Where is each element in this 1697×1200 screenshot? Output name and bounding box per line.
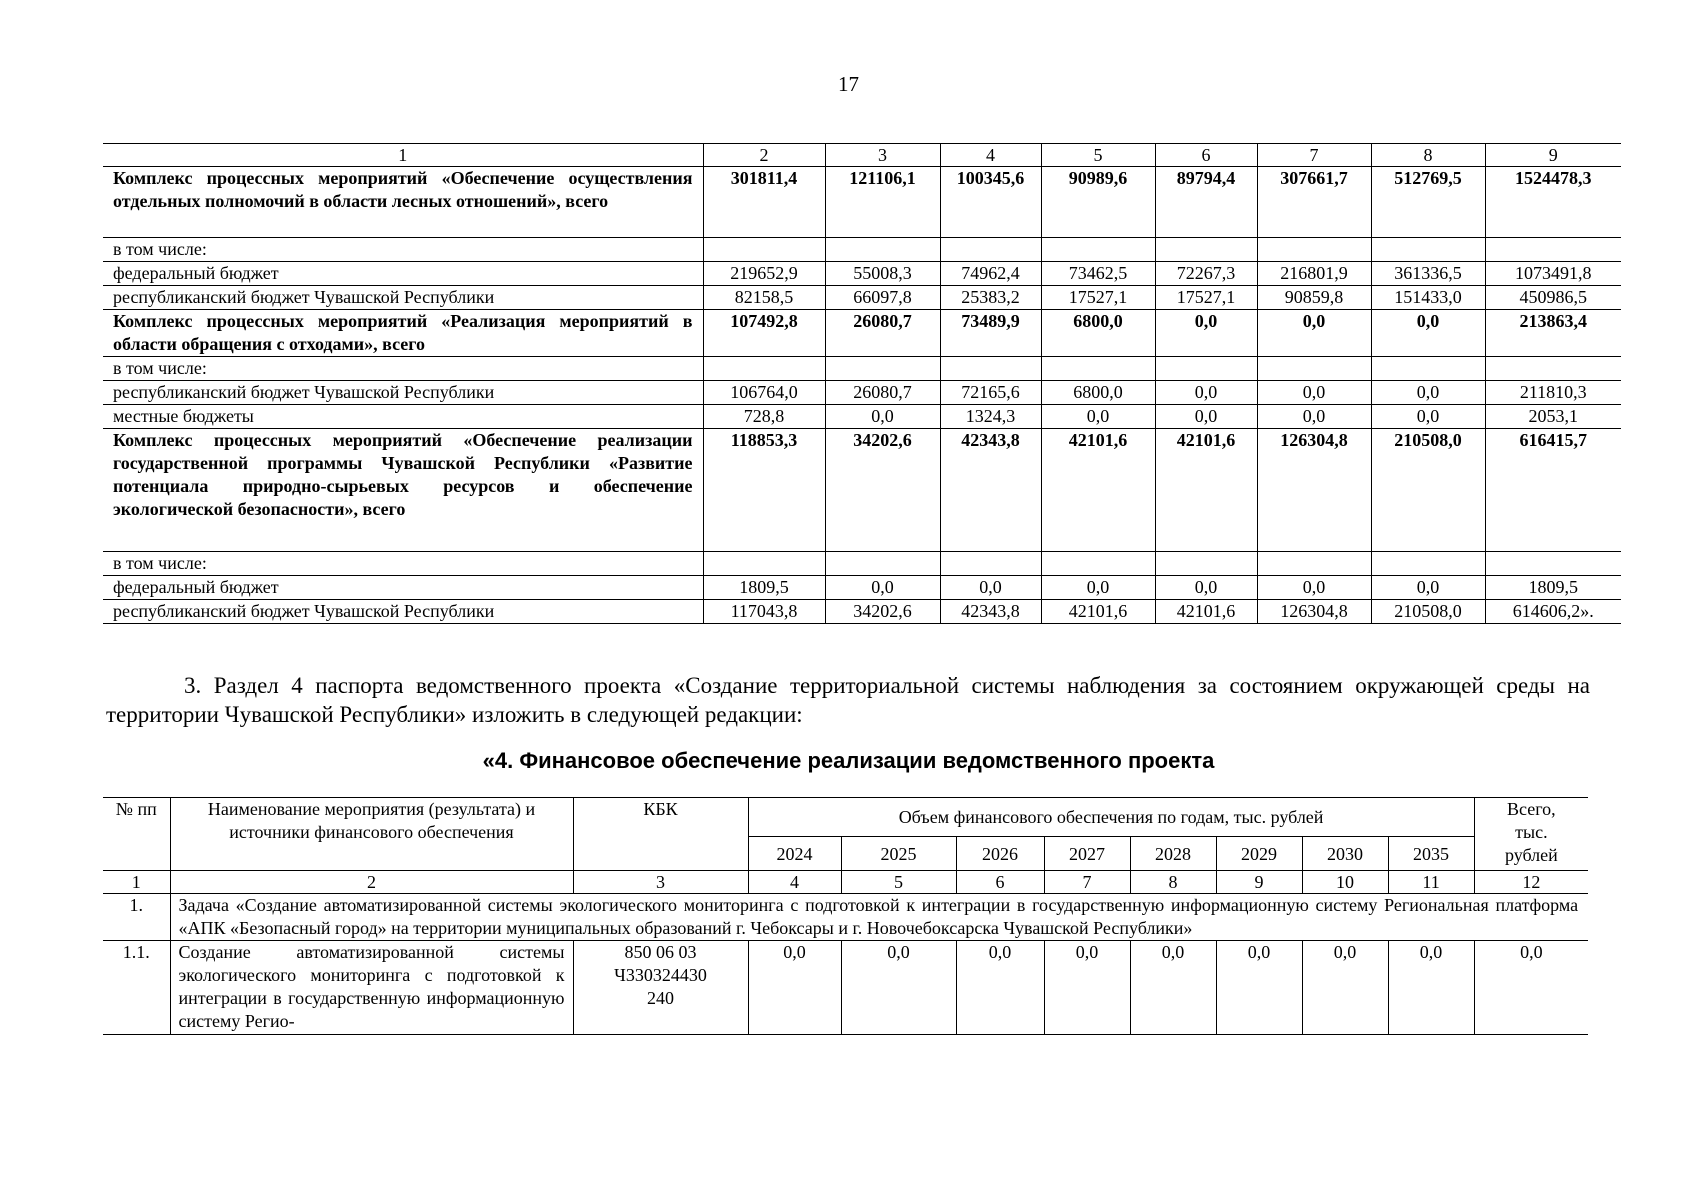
cell-value: 450986,5: [1485, 286, 1621, 310]
year-header: 2028: [1130, 837, 1216, 871]
year-header: 2025: [841, 837, 956, 871]
cell-value: [825, 238, 940, 262]
column-number: 8: [1371, 144, 1485, 167]
row-label: республиканский бюджет Чувашской Республики: [103, 381, 703, 405]
cell-value: 1324,3: [940, 405, 1041, 429]
cell-value: 73462,5: [1041, 262, 1155, 286]
cell-value: 211810,3: [1485, 381, 1621, 405]
column-number: 12: [1474, 871, 1588, 894]
column-number: 4: [940, 144, 1041, 167]
cell-value: 6800,0: [1041, 310, 1155, 357]
cell-value: 126304,8: [1257, 429, 1371, 552]
cell-value: 0,0: [1257, 381, 1371, 405]
year-header: 2029: [1216, 837, 1302, 871]
kbk-line: 240: [647, 988, 674, 1008]
cell-value: 1524478,3: [1485, 167, 1621, 238]
column-number: 7: [1044, 871, 1130, 894]
cell-value: [940, 552, 1041, 576]
cell-value: 301811,4: [703, 167, 825, 238]
cell-value: [940, 238, 1041, 262]
item-name: Создание автоматизированной системы экологического мониторинга с подготовкой к интеграции в государственную информационную систему Регио-: [170, 941, 573, 1035]
cell-value: 26080,7: [825, 310, 940, 357]
task-number: 1.: [103, 894, 170, 941]
cell-value: 126304,8: [1257, 600, 1371, 624]
cell-value: 117043,8: [703, 600, 825, 624]
cell-value: 0,0: [1371, 405, 1485, 429]
header-total: Всего, тыс. рублей: [1474, 798, 1588, 871]
column-number: 8: [1130, 871, 1216, 894]
table-row: [103, 552, 1621, 576]
row-label: федеральный бюджет: [103, 262, 703, 286]
cell-value: [1257, 238, 1371, 262]
column-number: 5: [841, 871, 956, 894]
table-row: [103, 600, 1621, 624]
cell-value: 42343,8: [940, 429, 1041, 552]
item-year-value: 0,0: [956, 941, 1044, 1035]
cell-value: 0,0: [1155, 576, 1257, 600]
table-row: [103, 381, 1621, 405]
table-row: [103, 238, 1621, 262]
cell-value: 0,0: [1041, 576, 1155, 600]
cell-value: [703, 552, 825, 576]
cell-value: [703, 238, 825, 262]
cell-value: 42101,6: [1041, 429, 1155, 552]
cell-value: 26080,7: [825, 381, 940, 405]
cell-value: 728,8: [703, 405, 825, 429]
cell-value: 66097,8: [825, 286, 940, 310]
cell-value: 1809,5: [703, 576, 825, 600]
cell-value: 219652,9: [703, 262, 825, 286]
column-number: 9: [1216, 871, 1302, 894]
cell-value: 42101,6: [1155, 600, 1257, 624]
cell-value: [1155, 357, 1257, 381]
column-number: 2: [170, 871, 573, 894]
cell-value: [1485, 357, 1621, 381]
column-number: 6: [1155, 144, 1257, 167]
item-year-value: 0,0: [1388, 941, 1474, 1035]
cell-value: 0,0: [1257, 576, 1371, 600]
table-row: [103, 286, 1621, 310]
row-label: республиканский бюджет Чувашской Республики: [103, 600, 703, 624]
column-number: 9: [1485, 144, 1621, 167]
cell-value: 0,0: [1371, 576, 1485, 600]
cell-value: 72267,3: [1155, 262, 1257, 286]
item-total: 0,0: [1474, 941, 1588, 1035]
header-kbk: КБК: [573, 798, 748, 871]
year-header: 2026: [956, 837, 1044, 871]
cell-value: [1155, 238, 1257, 262]
row-label: в том числе:: [103, 357, 703, 381]
year-header: 2035: [1388, 837, 1474, 871]
cell-value: 42101,6: [1041, 600, 1155, 624]
year-header: 2027: [1044, 837, 1130, 871]
cell-value: 17527,1: [1155, 286, 1257, 310]
cell-value: [1155, 552, 1257, 576]
cell-value: 213863,4: [1485, 310, 1621, 357]
task-description: Задача «Создание автоматизированной системы экологического мониторинга с подготовкой к интеграции в государственную информационную систему Региональная платформа «АПК «Безопасный город» на территории муниципальных образований г. Чебоксары и г. Новочебоксарска Чувашской Республики»: [170, 894, 1588, 941]
cell-value: [1041, 357, 1155, 381]
cell-value: 0,0: [940, 576, 1041, 600]
kbk-line: 850 06 03: [624, 942, 697, 962]
cell-value: 74962,4: [940, 262, 1041, 286]
cell-value: 90859,8: [1257, 286, 1371, 310]
column-number: 5: [1041, 144, 1155, 167]
cell-value: [1485, 552, 1621, 576]
cell-value: 512769,5: [1371, 167, 1485, 238]
item-year-value: 0,0: [1130, 941, 1216, 1035]
cell-value: 0,0: [825, 405, 940, 429]
row-label: в том числе:: [103, 552, 703, 576]
cell-value: [703, 357, 825, 381]
item-year-value: 0,0: [1302, 941, 1388, 1035]
column-number: 11: [1388, 871, 1474, 894]
cell-value: 42101,6: [1155, 429, 1257, 552]
item-kbk: [573, 941, 748, 1035]
cell-value: [1041, 238, 1155, 262]
page-number: 17: [838, 72, 859, 96]
header-volume: Объем финансового обеспечения по годам, тыс. рублей: [748, 798, 1474, 837]
cell-value: 55008,3: [825, 262, 940, 286]
total-row: [103, 429, 1621, 552]
column-number-row: [103, 144, 1621, 167]
cell-value: 0,0: [1155, 381, 1257, 405]
cell-value: 1073491,8: [1485, 262, 1621, 286]
cell-value: 106764,0: [703, 381, 825, 405]
row-label: Комплекс процессных мероприятий «Реализация мероприятий в области обращения с отходами», всего: [103, 310, 703, 357]
cell-value: 0,0: [1155, 405, 1257, 429]
cell-value: [1257, 552, 1371, 576]
cell-value: 6800,0: [1041, 381, 1155, 405]
year-header: 2024: [748, 837, 841, 871]
column-number: 3: [573, 871, 748, 894]
column-number: 4: [748, 871, 841, 894]
cell-value: 151433,0: [1371, 286, 1485, 310]
column-number: 10: [1302, 871, 1388, 894]
cell-value: 42343,8: [940, 600, 1041, 624]
cell-value: 0,0: [1041, 405, 1155, 429]
column-number: 3: [825, 144, 940, 167]
cell-value: 2053,1: [1485, 405, 1621, 429]
total-row: [103, 310, 1621, 357]
cell-value: 89794,4: [1155, 167, 1257, 238]
item-year-value: 0,0: [841, 941, 956, 1035]
column-number: 6: [956, 871, 1044, 894]
cell-value: 25383,2: [940, 286, 1041, 310]
cell-value: 1809,5: [1485, 576, 1621, 600]
table-row: [103, 262, 1621, 286]
cell-value: 0,0: [1257, 310, 1371, 357]
cell-value: 0,0: [1371, 310, 1485, 357]
cell-value: 0,0: [1371, 381, 1485, 405]
cell-value: 210508,0: [1371, 429, 1485, 552]
cell-value: [1257, 357, 1371, 381]
financing-table: [103, 797, 1588, 1035]
section-heading: «4. Финансовое обеспечение реализации ведомственного проекта: [482, 748, 1215, 773]
cell-value: 17527,1: [1041, 286, 1155, 310]
cell-value: 616415,7: [1485, 429, 1621, 552]
budget-table-continuation: [103, 143, 1621, 624]
cell-value: 90989,6: [1041, 167, 1155, 238]
table-row: [103, 576, 1621, 600]
column-number: 1: [103, 871, 170, 894]
kbk-line: Ч330324430: [614, 965, 707, 985]
cell-value: 100345,6: [940, 167, 1041, 238]
table-row: [103, 357, 1621, 381]
cell-value: 118853,3: [703, 429, 825, 552]
cell-value: [1371, 357, 1485, 381]
row-label: республиканский бюджет Чувашской Республики: [103, 286, 703, 310]
cell-value: [1371, 552, 1485, 576]
cell-value: 34202,6: [825, 600, 940, 624]
cell-value: 307661,7: [1257, 167, 1371, 238]
cell-value: 82158,5: [703, 286, 825, 310]
column-number: 2: [703, 144, 825, 167]
cell-value: 0,0: [1257, 405, 1371, 429]
cell-value: [1371, 238, 1485, 262]
row-label: Комплекс процессных мероприятий «Обеспечение реализации государственной программы Чувашской Республики «Развитие потенциала природно-сырьевых ресурсов и обеспечение экологической безопасности», всего: [103, 429, 703, 552]
item-year-value: 0,0: [748, 941, 841, 1035]
header-name: Наименование мероприятия (результата) и источники финансового обеспечения: [170, 798, 573, 871]
row-label: в том числе:: [103, 238, 703, 262]
cell-value: 210508,0: [1371, 600, 1485, 624]
table-row: [103, 405, 1621, 429]
cell-value: 121106,1: [825, 167, 940, 238]
cell-value: 73489,9: [940, 310, 1041, 357]
year-header: 2030: [1302, 837, 1388, 871]
cell-value: 107492,8: [703, 310, 825, 357]
cell-value: 216801,9: [1257, 262, 1371, 286]
amendment-paragraph: 3. Раздел 4 паспорта ведомственного проекта «Создание территориальной системы наблюдения за состоянием окружающей среды на территории Чувашской Республики» изложить в следующей редакции:: [106, 673, 1590, 727]
item-number: 1.1.: [103, 941, 170, 1035]
row-label: Комплекс процессных мероприятий «Обеспечение осуществления отдельных полномочий в области лесных отношений», всего: [103, 167, 703, 238]
cell-value: [1485, 238, 1621, 262]
cell-value: [825, 357, 940, 381]
cell-value: 361336,5: [1371, 262, 1485, 286]
total-row: [103, 167, 1621, 238]
cell-value: [940, 357, 1041, 381]
cell-value: [825, 552, 940, 576]
cell-value: 0,0: [1155, 310, 1257, 357]
cell-value: 0,0: [825, 576, 940, 600]
cell-value: 34202,6: [825, 429, 940, 552]
column-number: 7: [1257, 144, 1371, 167]
item-year-value: 0,0: [1216, 941, 1302, 1035]
item-year-value: 0,0: [1044, 941, 1130, 1035]
header-no: № пп: [103, 798, 170, 871]
row-label: местные бюджеты: [103, 405, 703, 429]
cell-value: 72165,6: [940, 381, 1041, 405]
column-number: 1: [103, 144, 703, 167]
cell-value: 614606,2».: [1485, 600, 1621, 624]
cell-value: [1041, 552, 1155, 576]
row-label: федеральный бюджет: [103, 576, 703, 600]
